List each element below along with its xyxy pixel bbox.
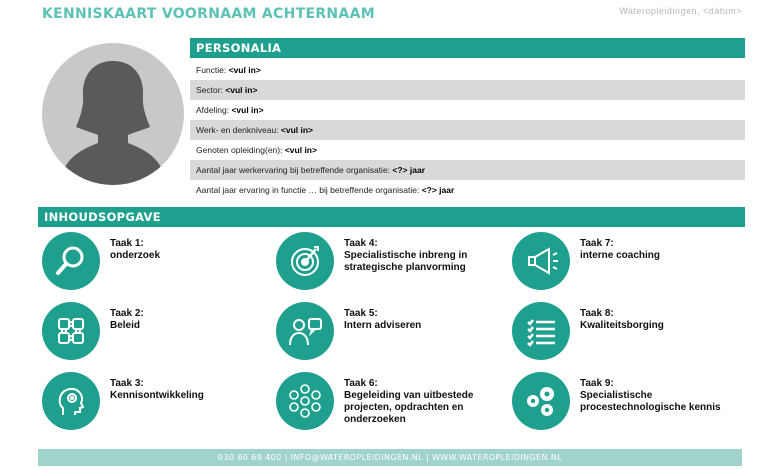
task-label: Specialistische inbreng in (344, 250, 468, 261)
task-2 (42, 302, 144, 360)
page-title: KENNISKAART VOORNAAM ACHTERNAAM (42, 6, 375, 22)
megaphone-icon (512, 232, 570, 290)
checklist-icon (512, 302, 570, 360)
task-3 (42, 372, 204, 430)
footer-contact: 030 60 69 400 | INFO@WATEROPLEIDINGEN.NL | WWW.WATEROPLEIDINGEN.NL (38, 449, 742, 466)
row-value: <vul in> (225, 85, 258, 95)
avatar (42, 43, 184, 185)
task-label: Begeleiding van uitbestede (344, 390, 474, 401)
row-label: Werk- en denkniveau: (196, 125, 281, 135)
personalia-row-sector (190, 80, 745, 100)
header-organisation-date: Wateropleidingen, <datum> (619, 6, 742, 16)
task-number: Taak 9: (580, 378, 614, 389)
task-label: interne coaching (580, 250, 661, 261)
row-value: <?> jaar (421, 185, 455, 195)
network-icon (276, 372, 334, 430)
row-label: Functie: (196, 65, 229, 75)
task-number: Taak 8: (580, 308, 614, 319)
gears-icon (512, 372, 570, 430)
advice-icon (276, 302, 334, 360)
row-value: <vul in> (231, 105, 264, 115)
person-silhouette-icon (42, 43, 184, 185)
task-label: procestechnologische kennis (580, 402, 721, 413)
personalia-row-opleiding (190, 140, 745, 160)
task-label: Intern adviseren (344, 320, 422, 331)
task-label: Specialistische (580, 390, 653, 401)
personalia-list (190, 60, 745, 200)
row-value: <?> jaar (392, 165, 426, 175)
task-1 (42, 232, 160, 290)
task-7 (512, 232, 660, 290)
task-label: onderzoeken (344, 414, 406, 425)
target-icon (276, 232, 334, 290)
personalia-row-niveau (190, 120, 745, 140)
task-4 (276, 232, 467, 290)
personalia-row-ervaring-functie (190, 180, 745, 200)
row-label: Sector: (196, 85, 226, 95)
personalia-row-functie (190, 60, 745, 80)
task-number: Taak 7: (580, 238, 614, 249)
row-label: Aantal jaar ervaring in functie … bij betreffende organisatie: (196, 185, 422, 195)
head-gear-icon (42, 372, 100, 430)
task-number: Taak 4: (344, 238, 378, 249)
task-label: Kennisontwikkeling (110, 390, 204, 401)
row-label: Genoten opleiding(en): (196, 145, 285, 155)
task-number: Taak 5: (344, 308, 378, 319)
task-label: strategische planvorming (344, 262, 466, 273)
task-number: Taak 6: (344, 378, 378, 389)
row-value: <vul in> (284, 145, 317, 155)
task-number: Taak 3: (110, 378, 144, 389)
personalia-header: PERSONALIA (190, 38, 745, 58)
task-label: projecten, opdrachten en (344, 402, 464, 413)
magnifier-icon (42, 232, 100, 290)
task-5 (276, 302, 421, 360)
task-9 (512, 372, 721, 430)
task-label: Beleid (110, 320, 141, 331)
inhoudsopgave-header: INHOUDSOPGAVE (38, 207, 745, 227)
puzzle-icon (42, 302, 100, 360)
row-label: Aantal jaar werkervaring bij betreffende organisatie: (196, 165, 393, 175)
task-label: Kwaliteitsborging (580, 320, 664, 331)
row-label: Afdeling: (196, 105, 232, 115)
task-label: onderzoek (110, 250, 161, 261)
personalia-row-werkervaring (190, 160, 745, 180)
task-number: Taak 1: (110, 238, 144, 249)
personalia-row-afdeling (190, 100, 745, 120)
task-8 (512, 302, 664, 360)
task-6 (276, 372, 473, 430)
task-number: Taak 2: (110, 308, 144, 319)
row-value: <vul in> (228, 65, 261, 75)
row-value: <vul in> (280, 125, 314, 135)
